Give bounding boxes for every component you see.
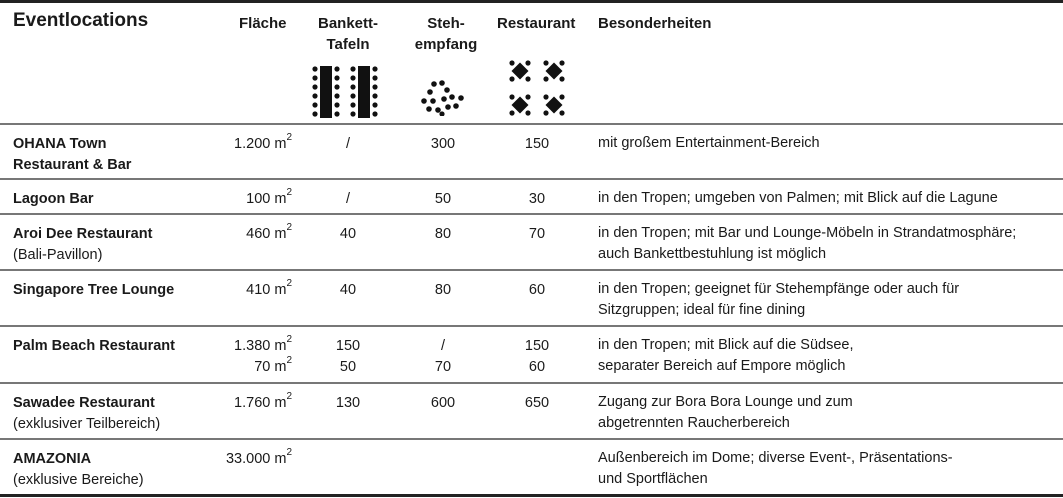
area-value [220, 393, 292, 414]
restaurant-value: 70 [528, 226, 546, 242]
venue-name [13, 393, 228, 435]
table-row [0, 269, 1063, 327]
venue-name [13, 134, 228, 176]
notes-line1: in den Tropen; mit Bar und Lounge-Möbeln in Strandatmosphäre; [598, 225, 1017, 241]
standing-value [408, 336, 478, 378]
area-value [220, 280, 292, 301]
standing-value: 50 [434, 191, 452, 207]
area-exponent: 2 [286, 187, 292, 199]
standing-value: 80 [434, 282, 452, 298]
venue-name-line1: Aroi Dee Restaurant [13, 226, 153, 242]
header-standing [408, 13, 484, 55]
notes-line2: und Sportflächen [598, 471, 708, 487]
banquet-value: / [345, 136, 351, 152]
area-value [220, 336, 292, 378]
banquet-value-line1: 150 [335, 338, 361, 354]
table-row [0, 325, 1063, 384]
notes-value [598, 133, 1058, 154]
notes-line2: separater Bereich auf Empore möglich [598, 358, 846, 374]
header-standing-line1: Steh- [427, 15, 465, 32]
area-number: 460 m [246, 226, 287, 242]
banquet-value: 130 [335, 395, 361, 411]
restaurant-value: 150 [524, 136, 550, 152]
area-exponent: 2 [286, 132, 292, 144]
venue-name-line2: (exklusive Bereiche) [13, 472, 144, 488]
header-venue: Eventlocations [13, 10, 149, 31]
notes-line1: Zugang zur Bora Bora Lounge und zum [598, 394, 853, 410]
top-rule [0, 0, 1063, 3]
venue-name-line1: AMAZONIA [13, 451, 92, 467]
banquet-value: / [345, 191, 351, 207]
standing-reception-icon [420, 80, 466, 116]
notes-line1: Außenbereich im Dome; diverse Event-, Präsentations- [598, 450, 953, 466]
restaurant-value: 60 [528, 282, 546, 298]
area-exponent: 2 [286, 334, 292, 346]
notes-value [598, 335, 1058, 377]
notes-line2: Sitzgruppen; ideal für fine dining [598, 302, 806, 318]
venue-name-line2: Restaurant & Bar [13, 157, 132, 173]
venue-name-line1: OHANA Town [13, 136, 107, 152]
restaurant-value: 650 [524, 395, 550, 411]
notes-value [598, 223, 1058, 265]
banquet-value: 40 [339, 282, 357, 298]
notes-line2: abgetrennten Raucherbereich [598, 415, 790, 431]
venue-name [13, 224, 228, 266]
bottom-rule [0, 494, 1063, 497]
area-number: 100 m [246, 191, 287, 207]
restaurant-value-line2: 60 [528, 359, 546, 375]
standing-value: 300 [430, 136, 456, 152]
area-value [220, 449, 292, 470]
area-exponent: 2 [286, 222, 292, 234]
venue-name: Lagoon Bar [13, 191, 94, 207]
area-value [220, 134, 292, 155]
area-number: 1.760 m [234, 395, 287, 411]
banquet-tables-icon [312, 66, 386, 118]
venue-name-line1: Sawadee Restaurant [13, 395, 155, 411]
standing-value: 600 [430, 395, 456, 411]
notes-line1: in den Tropen; mit Blick auf die Südsee, [598, 337, 854, 353]
table-row [0, 213, 1063, 271]
standing-value-line1: / [440, 338, 446, 354]
venue-name: Palm Beach Restaurant [13, 338, 175, 354]
notes-line2: auch Bankettbestuhlung ist möglich [598, 246, 827, 262]
banquet-value [313, 336, 383, 378]
area-value [220, 189, 292, 210]
header-restaurant: Restaurant [497, 15, 576, 32]
venue-name [13, 449, 228, 491]
venue-name-line2: (exklusiver Teilbereich) [13, 416, 161, 432]
notes-line1: mit großem Entertainment-Bereich [598, 135, 820, 151]
area-number: 1.200 m [234, 136, 287, 152]
standing-value: 80 [434, 226, 452, 242]
restaurant-value-line1: 150 [524, 338, 550, 354]
standing-value-line2: 70 [434, 359, 452, 375]
venue-name: Singapore Tree Lounge [13, 282, 175, 298]
header-banquet [310, 13, 386, 55]
area-exponent: 2 [286, 355, 292, 367]
area-value-line1 [220, 336, 292, 357]
table-row [0, 382, 1063, 440]
restaurant-value [502, 336, 572, 378]
area-value-line2 [220, 357, 292, 378]
banquet-value-line2: 50 [339, 359, 357, 375]
banquet-value: 40 [339, 226, 357, 242]
area-exponent: 2 [286, 391, 292, 403]
area-exponent: 2 [286, 447, 292, 459]
area-exponent: 2 [286, 278, 292, 290]
notes-value: in den Tropen; umgeben von Palmen; mit Blick auf die Lagune [598, 190, 998, 206]
table-row [0, 123, 1063, 180]
venue-name-line2: (Bali-Pavillon) [13, 247, 103, 263]
header-banquet-line1: Bankett- [317, 15, 378, 32]
notes-value [598, 279, 1058, 321]
header-banquet-line2: Tafeln [326, 36, 370, 53]
notes-line1: in den Tropen; geeignet für Stehempfänge oder auch für [598, 281, 960, 297]
area-number: 70 m [254, 359, 287, 375]
area-number: 33.000 m [225, 451, 287, 467]
area-number: 410 m [246, 282, 287, 298]
area-number: 1.380 m [234, 338, 287, 354]
notes-value [598, 392, 1058, 434]
header-area: Fläche [239, 15, 287, 32]
restaurant-value: 30 [528, 191, 546, 207]
notes-value [598, 448, 1058, 490]
area-value [220, 224, 292, 245]
restaurant-seating-icon [509, 60, 567, 118]
table-row [0, 178, 1063, 215]
header-standing-line2: empfang [414, 36, 478, 53]
header-notes: Besonderheiten [598, 15, 712, 32]
table-row [0, 438, 1063, 496]
